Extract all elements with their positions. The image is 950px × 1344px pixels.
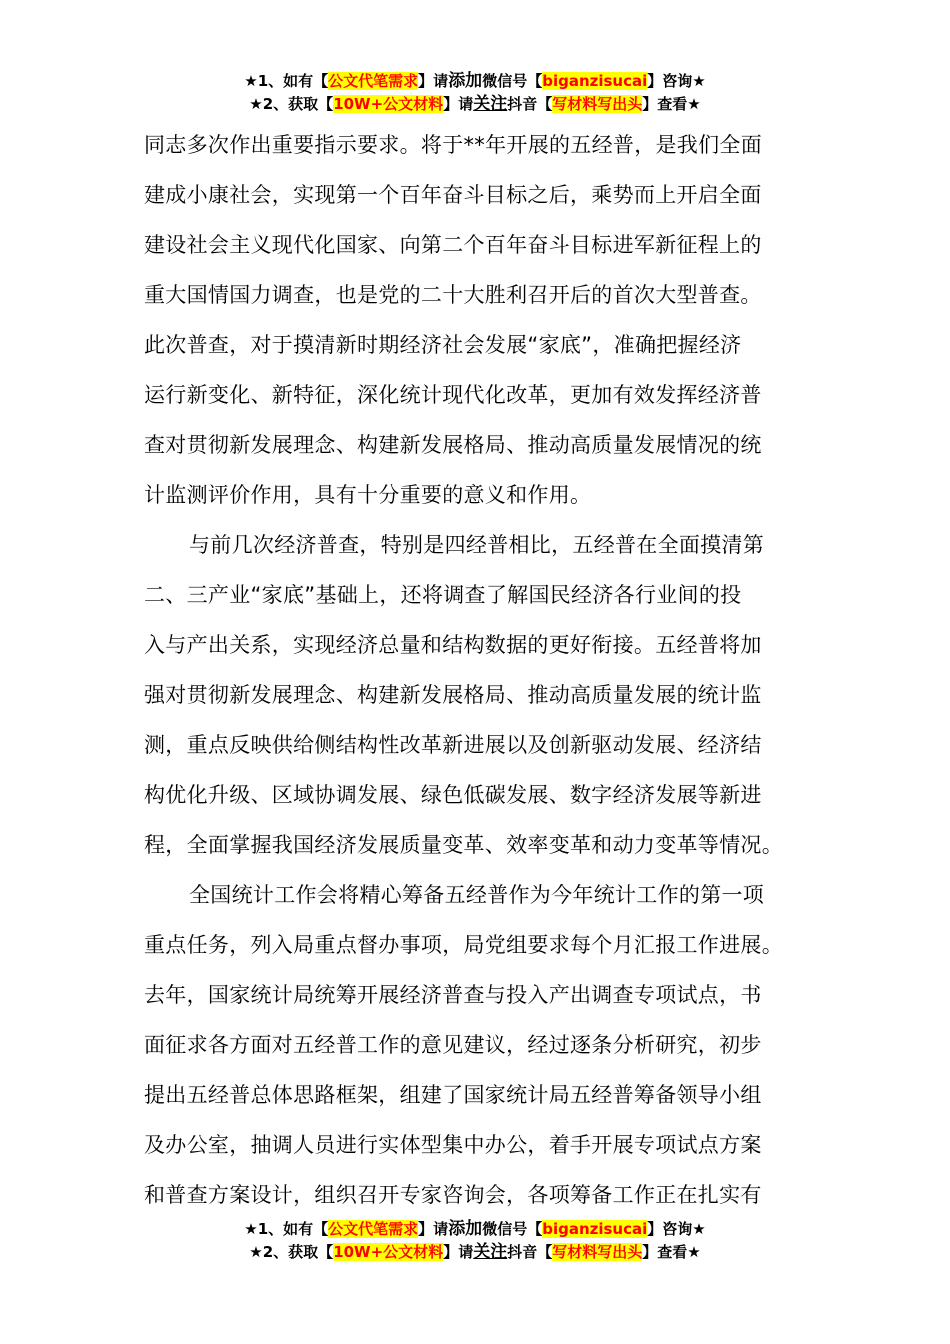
promo-text: ★2、获取【 — [249, 1243, 334, 1261]
promo-text: 抖音【 — [507, 1243, 553, 1261]
body-line: 提出五经普总体思路框架，组建了国家统计局五经普筹备领导小组 — [144, 1083, 762, 1107]
body-line: 测，重点反映供给侧结构性改革新进展以及创新驱动发展、经济结 — [144, 733, 762, 757]
promo-text: 】请 — [418, 72, 449, 90]
document-body — [144, 120, 808, 1220]
body-line: 此次普查，对于摸清新时期经济社会发展“家底”，准确把握经济 — [144, 333, 742, 357]
promo-text: 抖音【 — [507, 95, 553, 113]
body-line: 重大国情国力调查，也是党的二十大胜利召开后的首次大型普查。 — [144, 283, 762, 307]
promo-text: 】请 — [443, 1243, 474, 1261]
paragraph-first-line: 全国统计工作会将精心筹备五经普作为今年统计工作的第一项 — [189, 883, 765, 907]
promo-emphasis: 关注 — [473, 94, 508, 114]
promo-emphasis: 关注 — [473, 1242, 508, 1262]
promo-highlight: 公文代笔需求 — [328, 1220, 419, 1238]
promo-highlight: 写材料写出头 — [552, 1243, 643, 1261]
body-line: 入与产出关系，实现经济总量和结构数据的更好衔接。五经普将加 — [144, 633, 762, 657]
body-line: 建成小康社会，实现第一个百年奋斗目标之后，乘势而上开启全面 — [144, 183, 762, 207]
promo-highlight: 公文代笔需求 — [328, 72, 419, 90]
promo-text: 微信号【 — [482, 72, 543, 90]
body-line: 二、三产业“家底”基础上，还将调查了解国民经济各行业间的投 — [144, 583, 742, 607]
body-line: 面征求各方面对五经普工作的意见建议，经过逐条分析研究，初步 — [144, 1033, 762, 1057]
promo-highlight: biganzisucai — [542, 1220, 648, 1238]
promo-text: ★2、获取【 — [249, 95, 334, 113]
body-line: 查对贯彻新发展理念、构建新发展格局、推动高质量发展情况的统 — [144, 433, 762, 457]
paragraph-first-line: 与前几次经济普查，特别是四经普相比，五经普在全面摸清第 — [189, 533, 765, 557]
footer-promo-line-2 — [0, 1241, 950, 1263]
body-line: 和普查方案设计，组织召开专家咨询会，各项筹备工作正在扎实有 — [144, 1183, 762, 1207]
promo-highlight: biganzisucai — [542, 72, 648, 90]
body-line: 运行新变化、新特征，深化统计现代化改革，更加有效发挥经济普 — [144, 383, 762, 407]
promo-text: 】查看★ — [642, 95, 701, 113]
header-promo-line-1 — [0, 70, 950, 92]
body-line: 重点任务，列入局重点督办事项，局党组要求每个月汇报工作进展。 — [144, 933, 783, 957]
body-line: 建设社会主义现代化国家、向第二个百年奋斗目标进军新征程上的 — [144, 233, 762, 257]
body-line: 计监测评价作用，具有十分重要的意义和作用。 — [144, 483, 592, 507]
footer-promo-line-1 — [0, 1218, 950, 1240]
promo-text: 】咨询★ — [647, 72, 706, 90]
body-line: 构优化升级、区域协调发展、绿色低碳发展、数字经济发展等新进 — [144, 783, 762, 807]
header-promo-line-2 — [0, 93, 950, 115]
promo-text: ★1、如有【 — [244, 1220, 329, 1238]
body-line: 同志多次作出重要指示要求。将于**年开展的五经普，是我们全面 — [144, 133, 762, 157]
body-line: 强对贯彻新发展理念、构建新发展格局、推动高质量发展的统计监 — [144, 683, 762, 707]
promo-text: 】咨询★ — [647, 1220, 706, 1238]
promo-highlight: 10W+公文材料 — [333, 1243, 444, 1261]
promo-text: 】查看★ — [642, 1243, 701, 1261]
promo-emphasis: 添加 — [448, 71, 483, 91]
promo-highlight: 10W+公文材料 — [333, 95, 444, 113]
promo-highlight: 写材料写出头 — [552, 95, 643, 113]
promo-emphasis: 添加 — [448, 1219, 483, 1239]
promo-text: 】请 — [443, 95, 474, 113]
body-line: 去年，国家统计局统筹开展经济普查与投入产出调查专项试点，书 — [144, 983, 762, 1007]
body-line: 程，全面掌握我国经济发展质量变革、效率变革和动力变革等情况。 — [144, 833, 783, 857]
promo-text: 】请 — [418, 1220, 449, 1238]
body-line: 及办公室，抽调人员进行实体型集中办公，着手开展专项试点方案 — [144, 1133, 762, 1157]
promo-text: 微信号【 — [482, 1220, 543, 1238]
promo-text: ★1、如有【 — [244, 72, 329, 90]
